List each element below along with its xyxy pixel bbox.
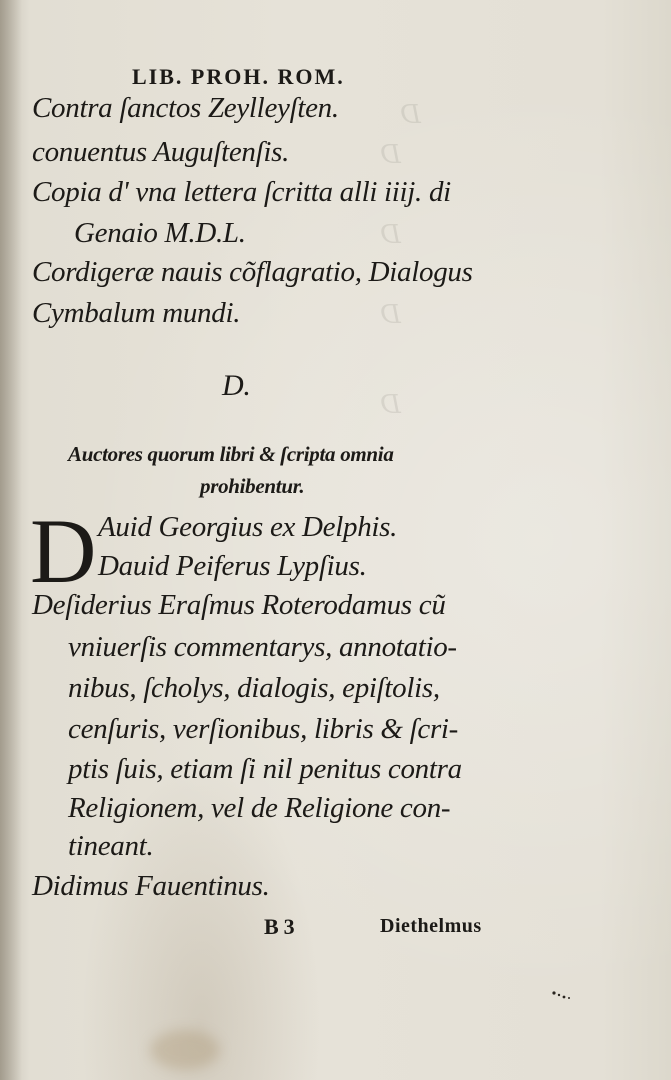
bleed-through-5: D (380, 390, 401, 420)
section-subheading: prohibentur. (200, 474, 305, 498)
drop-cap: D (30, 500, 97, 602)
signature-mark: B 3 (264, 914, 295, 939)
entry-line: Dauid Peiferus Lypſius. (98, 550, 367, 582)
bleed-through-1: D (400, 100, 421, 130)
entry-line: ptis ſuis, etiam ſi nil penitus contra (68, 753, 462, 785)
catchword: Diethelmus (380, 915, 482, 937)
paper-stain (150, 1030, 220, 1070)
entry-line: conuentus Auguſtenſis. (32, 136, 290, 168)
section-subheading: Auctores quorum libri & ſcripta omnia (68, 442, 394, 466)
bleed-through-3: D (380, 220, 401, 250)
entry-line: Deſiderius Eraſmus Roterodamus cũ (32, 589, 446, 621)
entry-line: Auid Georgius ex Delphis. (98, 511, 398, 543)
section-letter: D. (222, 369, 251, 402)
entry-line: Didimus Fauentinus. (32, 870, 270, 902)
entry-line: tineant. (68, 830, 154, 862)
entry-line: Cordigeræ nauis cõflagratio, Dialogus (32, 256, 473, 288)
entry-line: nibus, ſcholys, dialogis, epiſtolis, (68, 672, 440, 704)
entry-line: cenſuris, verſionibus, libris & ſcri- (68, 713, 459, 745)
bleed-through-2: D (380, 140, 401, 170)
entry-line: Contra ſanctos Zeylleyſten. (32, 92, 339, 124)
entry-line: Religionem, vel de Religione con- (68, 792, 451, 824)
entry-line: Copia d' vna lettera ſcritta alli iiij. di (32, 176, 451, 208)
running-head: LIB. PROH. ROM. (132, 64, 345, 89)
entry-line: Cymbalum mundi. (32, 297, 241, 329)
entry-line: vniuerſis commentarys, annotatio- (68, 631, 457, 663)
entry-line: Genaio M.D.L. (74, 217, 246, 249)
gutter-shadow (0, 0, 22, 1080)
ink-speck (548, 988, 576, 1002)
bleed-through-4: D (380, 300, 401, 330)
